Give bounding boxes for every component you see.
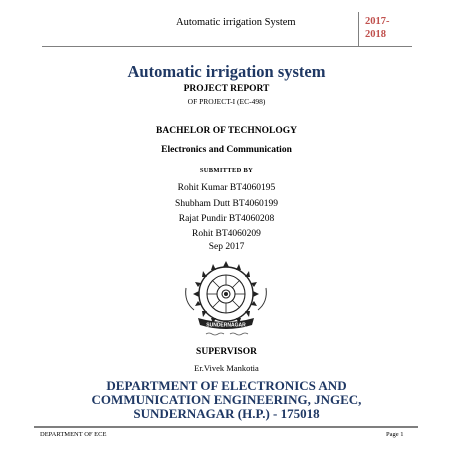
- report-type: PROJECT REPORT: [183, 84, 270, 94]
- branch-name: Electronics and Communication: [161, 145, 292, 155]
- header-rule: [42, 46, 412, 47]
- emblem-banner-text: SUNDERNAGAR: [206, 322, 246, 329]
- footer-page-number: Page 1: [386, 431, 404, 438]
- submitted-by-heading: SUBMITTED BY: [199, 167, 254, 174]
- document-title: Automatic irrigation system: [127, 62, 326, 81]
- header-title: Automatic irrigation System: [176, 17, 296, 28]
- member-item: Rajat Pundir BT4060208: [178, 214, 275, 224]
- header-vertical-divider: [358, 12, 359, 46]
- college-emblem-icon: [176, 258, 276, 338]
- report-date: Sep 2017: [208, 242, 245, 252]
- footer-rule: [34, 426, 418, 428]
- department-line: DEPARTMENT OF ELECTRONICS AND: [106, 378, 347, 393]
- department-line: SUNDERNAGAR (H.P.) - 175018: [133, 406, 320, 421]
- footer-department: DEPARTMENT OF ECE: [40, 431, 107, 438]
- member-item: Rohit BT4060209: [192, 229, 261, 239]
- degree-name: BACHELOR OF TECHNOLOGY: [156, 126, 297, 136]
- member-item: Rohit Kumar BT4060195: [177, 183, 276, 193]
- supervisor-name: Er.Vivek Mankotia: [194, 363, 259, 373]
- header-year-line1: 2017-: [365, 16, 390, 27]
- supervisor-heading: SUPERVISOR: [196, 347, 257, 357]
- department-line: COMMUNICATION ENGINEERING, JNGEC,: [91, 392, 362, 407]
- header-year-line2: 2018: [365, 29, 386, 40]
- member-item: Shubham Dutt BT4060199: [175, 199, 278, 209]
- header-year: [365, 15, 395, 41]
- project-code: OF PROJECT-I (EC-498): [187, 97, 266, 106]
